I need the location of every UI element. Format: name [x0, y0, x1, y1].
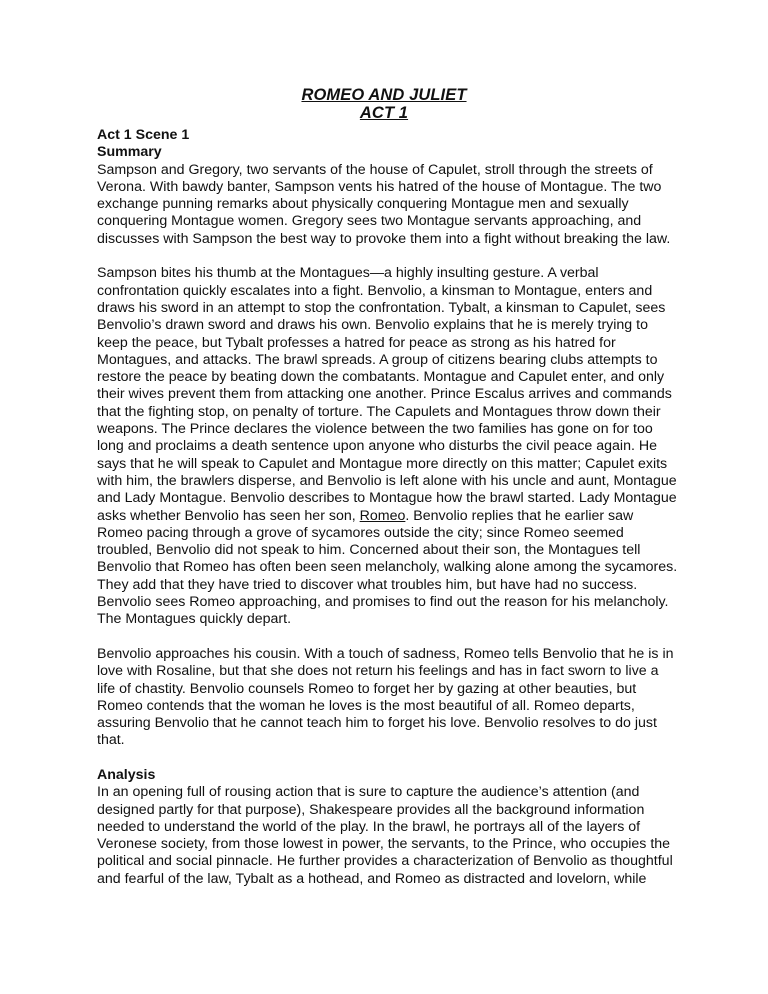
paragraph-spacer [97, 750, 679, 767]
document-subtitle: ACT 1 [359, 104, 409, 122]
summary-heading: Summary [97, 144, 162, 161]
summary-paragraph-2 [97, 265, 679, 628]
summary-paragraph-1: Sampson and Gregory, two servants of the house of Capulet, stroll through the streets of Verona. With bawdy banter, Sampson vents his hatred of the house of Montague. The two exchange punning remarks about physically conquering Montague men and sexually conquering Montague women. Gregory sees two Montague servants approaching, and discusses with Sampson the best way to provoke them into a fight without breaking the law. [97, 161, 671, 247]
summary-paragraph-2-text-b: . Benvolio replies that he earlier saw Romeo pacing through a grove of sycamores outside the city; since Romeo seemed troubled, Benvolio did not speak to him. Concerned about their son, the Montagues tell Benvolio that Romeo has often been seen melancholy, walking alone among the sycamores. They add that they have tried to discover what troubles him, but have had no success. Benvolio sees Romeo approaching, and promises to find out the reason for his melancholy. The Montagues quickly depart. [97, 507, 678, 628]
document-title: ROMEO AND JULIET [301, 86, 467, 104]
scene-heading: Act 1 Scene 1 [97, 127, 190, 143]
summary-paragraph-2-text-a: Sampson bites his thumb at the Montagues—a highly insulting gesture. A verbal confrontation quickly escalates into a fight. Benvolio, a kinsman to Montague, enters and draws his sword in an attempt to stop the confrontation. Tybalt, a kinsman to Capulet, sees Benvolio’s drawn sword and draws his own. Benvolio explains that he is merely trying to keep the peace, but Tybalt professes a hatred for peace as strong as his hatred for Montagues, and attacks. The brawl spreads. A group of citizens bearing clubs attempts to restore the peace by beating down the combatants. Montague and Capulet enter, and only their wives prevent them from attacking one another. Prince Escalus arrives and commands that the fighting stop, on penalty of torture. The Capulets and Montagues throw down their weapons. The Prince declares the violence between the two families has gone on for too long and proclaims a death sentence upon anyone who disturbs the civil peace again. He says that he will speak to Capulet and Montague more directly on this matter; Capulet exits with him, the brawlers disperse, and Benvolio is left alone with his uncle and aunt, Montague and Lady Montague. Benvolio describes to Montague how the brawl started. Lady Montague asks whether Benvolio has seen her son, [97, 265, 677, 524]
paragraph-spacer [97, 248, 679, 265]
analysis-paragraph: In an opening full of rousing action that is sure to capture the audience’s attention (and designed partly for that purpose), Shakespeare provides all the background information needed to understand the world of the play. In the brawl, he portrays all of the layers of Veronese society, from those lowest in power, the servants, to the Prince, who occupies the political and social pinnacle. He further provides a characterization of Benvolio as thoughtful and fearful of the law, Tybalt as a hothead, and Romeo as distracted and lovelorn, while [97, 784, 673, 887]
romeo-link[interactable]: Romeo [359, 507, 406, 524]
document-title-block [0, 86, 768, 122]
analysis-heading: Analysis [97, 766, 156, 783]
document-body [97, 127, 679, 888]
paragraph-spacer [97, 629, 679, 646]
summary-paragraph-3: Benvolio approaches his cousin. With a touch of sadness, Romeo tells Benvolio that he is in love with Rosaline, but that she does not return his feelings and has in fact sworn to live a life of chastity. Benvolio counsels Romeo to forget her by gazing at other beauties, but Romeo contends that the woman he loves is the most beautiful of all. Romeo departs, assuring Benvolio that he cannot teach him to forget his love. Benvolio resolves to do just that. [97, 645, 674, 749]
